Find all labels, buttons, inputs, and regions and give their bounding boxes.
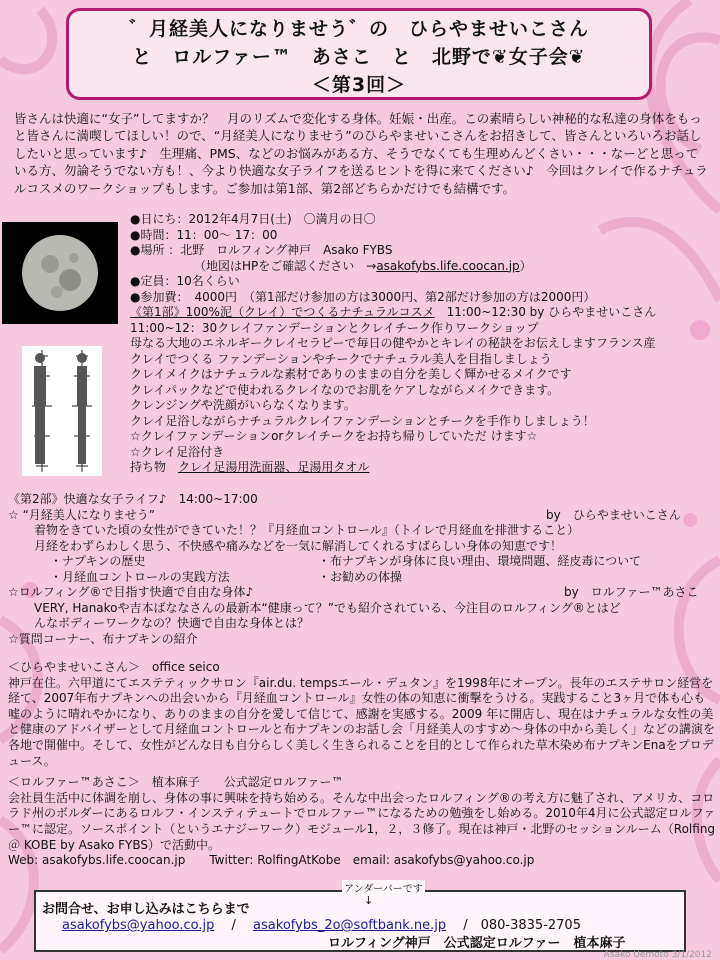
title-line-1: ゛月経美人になりませう゛の ひらやませいこさん	[128, 18, 589, 40]
contact-heading: お問合せ、お申し込みはこちらまで	[42, 902, 250, 917]
phone-number: / 080-3835-2705	[463, 918, 581, 933]
bullet-left: ・ナプキンの歴史	[50, 554, 146, 568]
bullet-right: ・布ナプキンが身体に良い理由、環境問題、経皮毒について	[318, 554, 642, 568]
title-line-2: と ロルファー™ あさこ と 北野で❦女子会❦	[132, 46, 586, 68]
qa-corner: ☆質問コーナー、布ナプキンの紹介	[8, 631, 198, 646]
bio2-text: 会社員生活中に体調を崩し、身体の事に興味を持ち始める。そんな中出会ったロルフィング®の考え方に魅了され、アメリカ、コロラド州のボルダーにあるロルフ・インスティテュートでロルファー™になるための勉強をし始める。2010年4月に公式認定ロルファー™に認定。ソースポイント（というエナジーワーク）モジュール1，２，３修了。現在は神戸・北野のセッションルーム（Rolfing ＠ KOBE by Asako FYBS）で活動中。	[8, 790, 716, 852]
contact-links: asakofybs@yahoo.co.jp / asakofybs_2o@softbank.ne.jp / 080-3835-2705	[62, 918, 581, 933]
topic2-line: VERY, Hanakoや吉本ばななさんの最新本“健康って？”でも紹介されている、今注目のロルフィング®とはど	[34, 600, 621, 615]
part1-line: クレイでつくる ファンデーションやチークでナチュラル美人を目指しましょう	[130, 351, 552, 366]
full-moon-image	[2, 222, 118, 324]
intro-text: 皆さんは快適に“女子”してますか？ 月のリズムで変化する身体。妊娠・出産。この素晴らしい神秘的な私達の身体をもっと皆さんに満喫してほしい！ので、“月経美人になりませう”のひらやませいこさんをお招きして、皆さんといろいろお話ししたいと思っています♪ 生理痛、PMS、などのお悩みがある方、そうでなくても生理めんどくさい・・・なーどと思っている方、勿論そうでない方も！、今より快適な女子ライフを送るヒントを得に来てください♪ 今回はクレイで作るナチュラルコスメのワークショップもします。ご参加は第1部、第2部どちらかだけでも結構です。	[14, 111, 708, 196]
bio1-text: 神戸在住。六甲道にてエステティックサロン『air.du. tempsエール・デュタン』を1998年にオープン。長年のエステサロン経営を経て、2007年布ナプキンへの出会いから『月経血コントロール』女性の体の知恵に衝撃をうける。実践すること3ヶ月で体も心も嘘のように晴れやかになり、ありのままの自分を愛して信じて、感謝を実感する。2009 年に開店し、現在はナチュラルな女性の美と健康のアドバイザーとして月経血コントロールと布ナプキンのお話し会「月経美人のすすめ〜身体の中から美しく」などの講演を各地で開催中。そして、女性がどんな日も自分らしく美しく生きられることを目的として作られた草木染め布ナプキンEnaをプロデュース。	[8, 675, 716, 768]
event-time: ●時間：11：00〜 17：00	[130, 227, 278, 242]
title-box	[66, 8, 652, 100]
down-arrow-icon: ↓	[364, 894, 374, 907]
footer-note: Asako Uemoto 3/1/2012	[603, 950, 712, 960]
event-date: ●日にち：2012年4月7日(土) 〇満月の日〇	[130, 212, 376, 226]
topic1-by: by ひらやませいこさん	[546, 507, 681, 522]
bio1-heading: ＜ひらやませいこさん＞	[8, 660, 141, 674]
part1-line: クレイメイクはナチュラルな素材でありのままの自分を美しく輝かせるメイクです	[130, 367, 572, 381]
contact-box	[34, 884, 686, 952]
part1-line: ☆クレイファンデーションorクレイチークをお持ち帰りしていただ けます☆	[130, 429, 538, 443]
bio2-name: 植本麻子 公式認定ロルファー™	[151, 775, 344, 790]
part1-line: 11:00~12：30クレイファンデーションとクレイチーク作りワークショップ	[130, 320, 539, 335]
bio2-web: Web: asakofybs.life.coocan.jp Twitter: RolfingAtKobe email: asakofybs@yahoo.co.jp	[8, 853, 535, 868]
topic1: ☆ “月経美人になりませう”	[8, 507, 156, 522]
topic2-by: by ロルファー™あさこ	[564, 585, 699, 599]
topic2: ☆ロルフィング®で目指す快適で自由な身体♪	[8, 585, 254, 599]
email-link-yahoo[interactable]: asakofybs@yahoo.co.jp	[62, 918, 215, 933]
part1-line: 母なる大地のエネルギークレイセラピーで毎日の健やかとキレイの秘訣をお伝えしますフランス産	[130, 336, 656, 350]
part1-line: クレイ足浴しながらナチュラルクレイファンデーションとチークを手作りしましょう！	[130, 413, 595, 428]
title-line-3: ＜第3回＞	[311, 74, 407, 96]
topic2-line: んなボディーワークなの？快適で自由な身体とは？	[34, 616, 310, 630]
event-details	[130, 212, 716, 476]
bio1-org: office seico	[152, 660, 220, 674]
bio-section	[8, 660, 716, 869]
event-fee: ●参加費： 4000円 （第1部だけ参加の方は3000円、第2部だけ参加の方は2000円）	[130, 289, 596, 304]
bullet-left: ・月経血コントロールの実践方法	[50, 569, 230, 584]
rolfing-body-alignment-figure	[22, 346, 102, 476]
part1-line: クレイパックなどで使われるクレイなのでお肌をケアしながらメイクできます。	[130, 382, 560, 397]
part1-line: クレンジングや洗顔がいらなくなります。	[130, 398, 356, 412]
map-link[interactable]: asakofybs.life.coocan.jp	[376, 258, 520, 273]
email-link-softbank[interactable]: asakofybs_2o@softbank.ne.jp	[253, 918, 447, 933]
topic1-line: 着物をきていた頃の女性ができていた！？『月経血コントロール』（トイレで月経血を排泄すること）	[34, 523, 580, 537]
map-note: （地図はHPをご確認ください →asakofybs.life.coocan.jp）	[194, 258, 532, 273]
underbar-note: アンダーバーです	[342, 880, 425, 895]
part2-title: 《第2部》快適な女子ライフ♪ 14:00~17:00	[8, 492, 258, 506]
event-capacity: ●定員：10名くらい	[130, 274, 240, 288]
topic1-line: 月経をわずらわしく思う、不快感や痛みなどを一気に解消してくれるすばらしい身体の知恵です！	[34, 538, 563, 553]
bio2-heading: ＜ロルファー™あさこ＞	[8, 775, 140, 790]
part1-heading: 《第1部》100%泥（クレイ）でつくるナチュラルコスメ 11:00~12:30 by ひらやませいこさん	[130, 305, 657, 319]
bring-items: 持ち物 クレイ足湯用洗面器、足湯用タオル	[130, 460, 370, 474]
contact-signature: ロルフィング神戸 公式認定ロルファー 植本麻子	[328, 936, 626, 951]
bullet-right: ・お勧めの体操	[318, 569, 403, 584]
event-place: ●場所 ：北野 ロルフィング神戸 Asako FYBS	[130, 243, 393, 257]
part2-section	[8, 492, 714, 647]
part1-line: ☆クレイ足浴付き	[130, 444, 225, 459]
